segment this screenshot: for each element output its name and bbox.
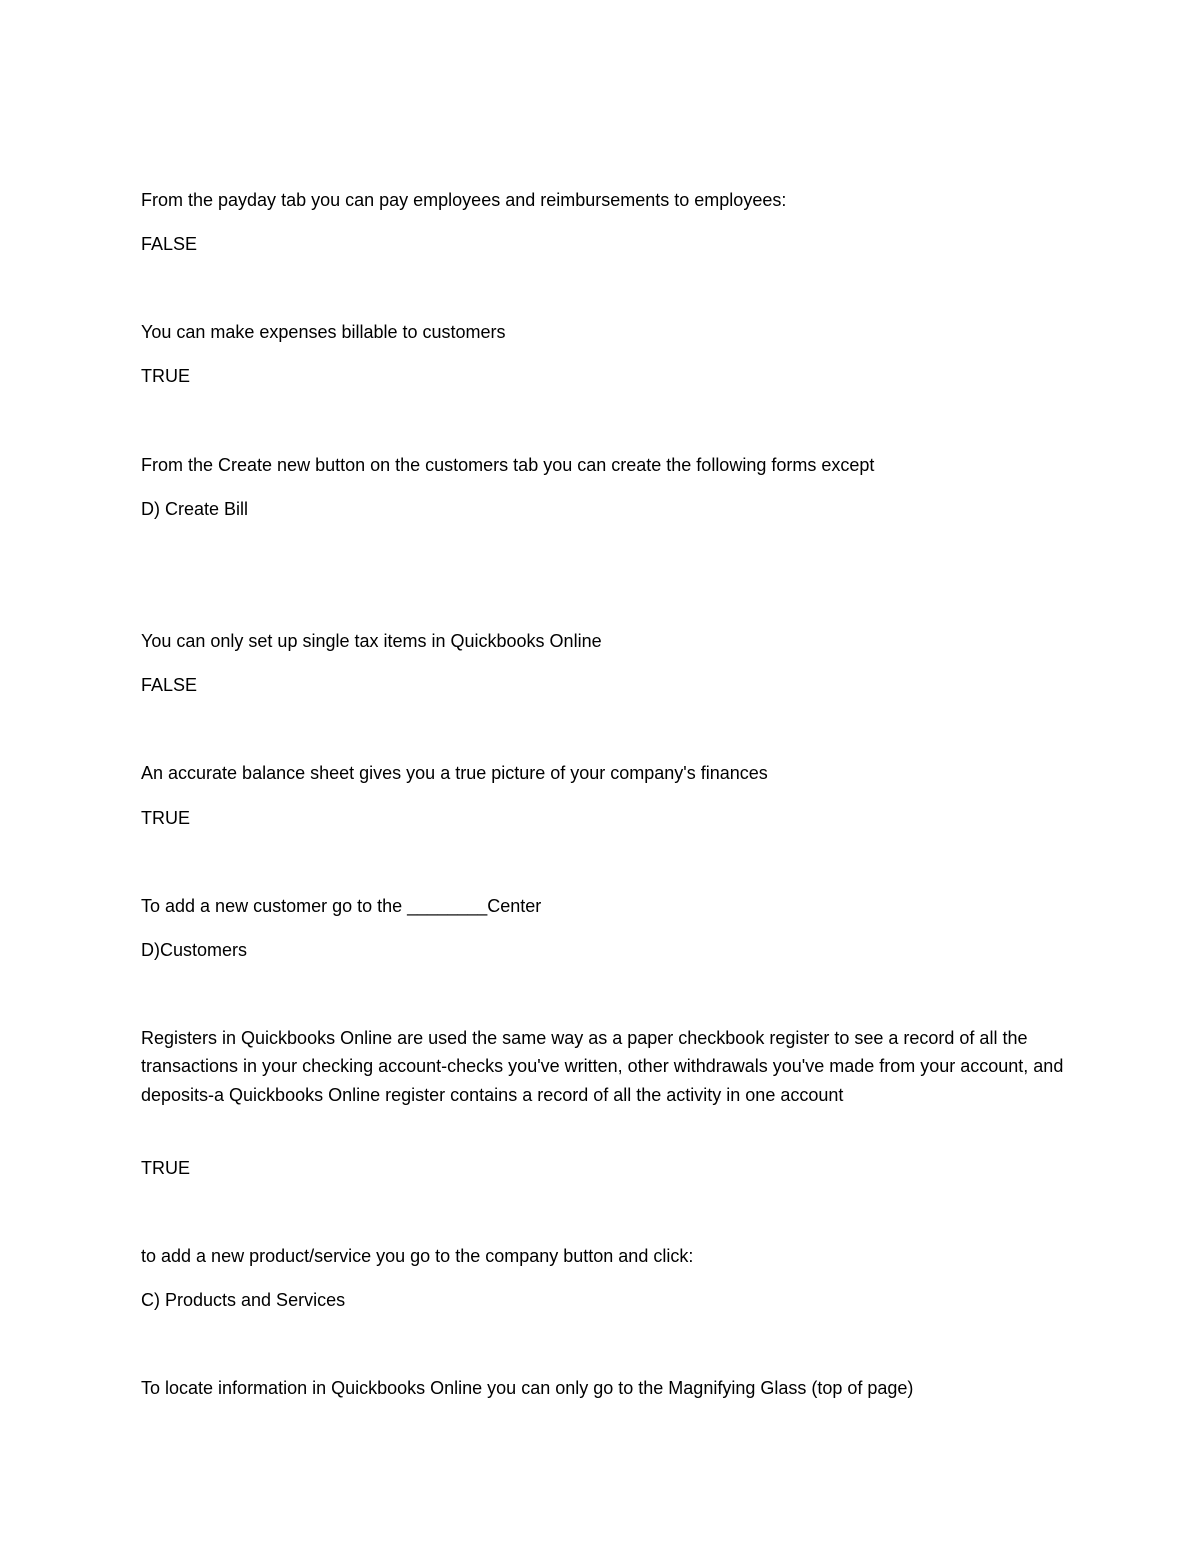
answer-7: TRUE — [141, 1158, 190, 1178]
question-6: To add a new customer go to the ________Center — [141, 896, 542, 916]
answer-4: FALSE — [141, 675, 198, 695]
question-4: You can only set up single tax items in Quickbooks Online — [141, 631, 602, 651]
question-2: You can make expenses billable to customers — [141, 322, 506, 342]
question-8: to add a new product/service you go to the company button and click: — [141, 1246, 694, 1266]
answer-2: TRUE — [141, 366, 190, 386]
answer-5: TRUE — [141, 808, 190, 828]
answer-8: C) Products and Services — [141, 1290, 346, 1310]
answer-3: D) Create Bill — [141, 499, 249, 519]
question-3: From the Create new button on the customers tab you can create the following forms except — [141, 455, 875, 475]
answer-6: D)Customers — [141, 940, 248, 960]
question-5: An accurate balance sheet gives you a true picture of your company's finances — [141, 763, 768, 783]
question-1: From the payday tab you can pay employees and reimbursements to employees: — [141, 190, 787, 210]
question-7: Registers in Quickbooks Online are used the same way as a paper checkbook register to see a record of all the transactions in your checking account-checks you've written, other withdrawals you've made from your account, and deposits-a Quickbooks Online register contains a record of all the activity in one account — [141, 1028, 1064, 1105]
question-9: To locate information in Quickbooks Online you can only go to the Magnifying Glass (top of page) — [141, 1378, 914, 1398]
answer-1: FALSE — [141, 234, 198, 254]
